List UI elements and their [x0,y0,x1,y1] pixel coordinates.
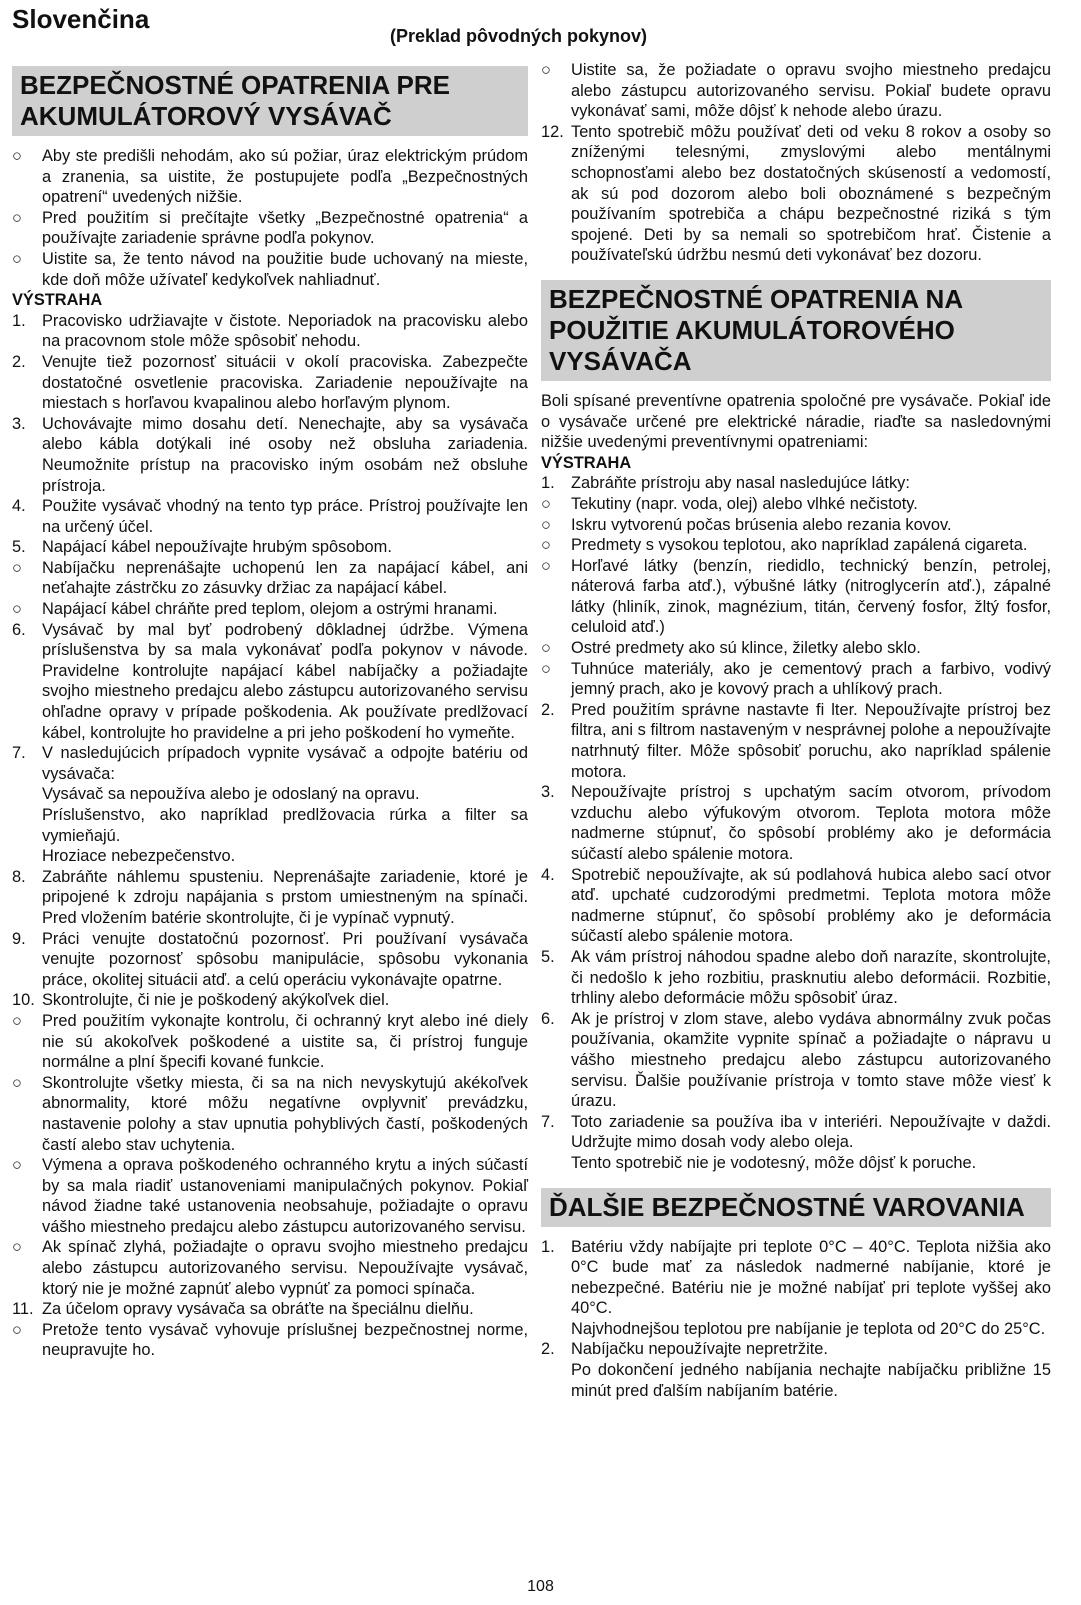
warning-list-2 [541,473,1051,1173]
bullet-icon: ○ [12,1156,22,1175]
list-item [12,846,528,867]
list-item-text: Po dokončení jedného nabíjania nechajte nabíjačku približne 15 minút pred ďalším nabíjaním batérie. [571,1361,1051,1400]
list-item-text: Horľavé látky (benzín, riedidlo, technický benzín, petrolej, náterová farba atď.), výbušné látky (nitroglycerín atď.), zápalné látky (hliník, zinok, magnézium, titán, červený fosfor, žltý fosfor, celuloid atď.) [571,556,1051,637]
list-item [541,122,1051,266]
list-item [541,1237,1051,1319]
list-item [12,929,528,991]
list-item [541,1153,1051,1174]
item-number: 1. [12,311,26,330]
list-item-text: Spotrebič nepoužívajte, ak sú podlahová hubica alebo sací otvor atď. upchaté cudzorodými predmetmi. Teplota motora môže nadmerne stúpnuť, čo spôsobí problémy ako je deformácia súčastí alebo spálenie motora. [571,865,1051,946]
section-heading-1: BEZPEČNOSTNÉ OPATRENIA PRE AKUMULÁTOROVÝ VYSÁVAČ [12,66,528,136]
bullet-icon: ○ [12,1320,22,1339]
list-item [12,1155,528,1237]
list-item-text: Ak spínač zlyhá, požiadajte o opravu svojho miestneho predajcu alebo zástupcu autorizovaného servisu. Nepoužívajte vysávač, ktorý nie je možné zapnúť alebo vypnúť za pomoci spínača. [42,1238,528,1298]
subtitle: (Preklad pôvodných pokynov) [390,26,648,46]
list-item-text: Pretože tento vysávač vyhovuje príslušnej bezpečnostnej norme, neupravujte ho. [42,1320,528,1360]
item-number: 6. [12,620,26,639]
warning-label-2: VÝSTRAHA [541,453,632,472]
list-item-text: Pracovisko udržiavajte v čistote. Neporiadok na pracovisku alebo na pracovnom stole môže spôsobiť nehodu. [42,311,528,351]
list-item [12,1073,528,1155]
list-item [541,60,1051,122]
list-item [12,311,528,352]
list-item [12,867,528,929]
list-item [12,537,528,558]
item-number: 2. [12,352,26,371]
continued-list [541,60,1051,266]
list-item-text: Napájací kábel nepoužívajte hrubým spôsobom. [42,538,392,557]
list-item-text: Hroziace nebezpečenstvo. [42,847,236,866]
bullet-icon: ○ [541,639,551,658]
list-item [12,743,528,784]
section-heading-3: ĎALŠIE BEZPEČNOSTNÉ VAROVANIA [541,1188,1051,1227]
list-item-text: Zabráňte náhlemu spusteniu. Neprenášajte zariadenie, ktoré je pripojené k zdroju napájania s prstom umiestneným na spínači. Pred vložením batérie skontrolujte, či je vypínač vypnutý. [42,867,528,927]
list-item [12,558,528,599]
list-item-text: Aby ste predišli nehodám, ako sú požiar, úraz elektrickým prúdom a zranenia, sa uistite, že postupujete podľa „Bezpečnostných opatrení“ uvedených nižšie. [42,147,528,207]
list-item [541,865,1051,947]
list-item-text: Ak je prístroj v zlom stave, alebo vydáva abnormálny zvuk počas používania, okamžite vypnite spínač a požiadajte o nápravu u vášho miestneho predajcu alebo zástupcu autorizovaného servisu. Ďalšie používanie prístroja v tomto stave môže viesť k úrazu. [571,1009,1051,1111]
list-item [541,1009,1051,1112]
item-number: 12. [541,122,564,141]
additional-warnings-list [541,1237,1051,1402]
bullet-icon: ○ [541,515,551,534]
list-item [541,535,1051,556]
list-item-text: Za účelom opravy vysávača sa obráťte na špeciálnu dielňu. [42,1300,474,1319]
item-number: 1. [541,1237,555,1256]
list-item-text: Skontrolujte všetky miesta, či sa na nich nevyskytujú akékoľvek abnormality, ktoré môžu negatívne ovplyvniť prevádzku, nastavenie polohy a stav upnutia pohyblivých častí, poškodených častí alebo stav uchytenia. [42,1073,528,1154]
list-item-text: Pred použitím správne nastavte fi lter. Nepoužívajte prístroj bez filtra, ani s filtrom nastaveným v nesprávnej polohe a nepoužívajte natrhnutý filter. Môže spôsobiť poruchu, ako napríklad spálenie motora. [571,700,1051,781]
warning-label: VÝSTRAHA [12,291,103,310]
list-item-text: V nasledujúcich prípadoch vypnite vysávač a odpojte batériu od vysávača: [42,744,528,783]
list-item [12,1237,528,1299]
item-number: 10. [12,991,35,1010]
list-item-text: Vysávač by mal byť podrobený dôkladnej údržbe. Výmena príslušenstva by sa mala vykonávať podľa pokynov v návode. Pravidelne kontrolujte napájací kábel nabíjačky a požiadajte svojho miestneho predajcu alebo zástupcu autorizovaného servisu ohľadne opravy v prípade poškodenia. Ak používate predlžovací kábel, kontrolujte ho pravidelne a pri jeho poškodení ho vymeňte. [42,620,528,742]
list-item [12,249,528,290]
item-number: 5. [541,947,555,966]
language-label: Slovenčina [12,4,150,34]
list-item [541,1339,1051,1360]
list-item [12,208,528,249]
list-item-text: Použite vysávač vhodný na tento typ práce. Prístroj používajte len na určený účel. [42,497,528,536]
list-item [12,805,528,846]
list-item-text: Pred použitím vykonajte kontrolu, či ochranný kryt alebo iné diely nie sú akokoľvek poškodené a uistite sa, či prístroj funguje normálne a plní špecifi kované funkcie. [42,1011,528,1072]
bullet-icon: ○ [541,659,551,678]
warning-list [12,311,528,1361]
list-item-text: Zabráňte prístroju aby nasal nasledujúce látky: [571,474,910,493]
intro-list [12,146,528,290]
section-heading-2: BEZPEČNOSTNÉ OPATRENIA NA POUŽITIE AKUMULÁTOROVÉHO VYSÁVAČA [541,280,1051,381]
item-number: 7. [12,744,26,763]
list-item [12,414,528,496]
list-item [541,1112,1051,1153]
list-item-text: Uchovávajte mimo dosahu detí. Nenechajte, aby sa vysávača alebo kábla dotýkali iné osoby než obsluha zariadenia. Neumožnite prístup na pracovisko iným osobám než obsluhe prístroja. [42,414,528,495]
list-item [541,700,1051,782]
bullet-icon: ○ [12,1073,22,1092]
item-number: 3. [541,783,555,802]
right-column [541,60,1051,1401]
bullet-icon: ○ [12,1238,22,1257]
list-item-text: Skontrolujte, či nie je poškodený akýkoľvek diel. [42,991,390,1010]
list-item-text: Toto zariadenie sa používa iba v interiéri. Nepoužívajte v daždi. Udržujte mimo dosah vody alebo oleja. [571,1112,1051,1152]
list-item-text: Práci venujte dostatočnú pozornosť. Pri používaní vysávača venujte pozornosť spôsobu manipulácie, spôsobu vykonania práce, okolitej situácii atď. a celú operáciu vykonávajte opatrne. [42,929,528,989]
list-item-text: Ak vám prístroj náhodou spadne alebo doň narazíte, skontrolujte, či nedošlo k jeho rozbitiu, prasknutiu alebo deformácii. Rozbitie, trhliny alebo deformácie môžu spôsobiť úraz. [571,947,1051,1008]
list-item [541,1360,1051,1401]
list-item-text: Tento spotrebič môžu používať deti od veku 8 rokov a osoby so zníženými telesnými, zmyslovými alebo mentálnymi schopnosťami alebo bez dostatočných skúseností a vedomostí, ak sú pod dozorom alebo boli oboznámené s bezpečným používaním spotrebiča a chápu bezpečnostné riziká s tým spojené. Deti by sa nemali so spotrebičom hrať. Čistenie a používateľskú údržbu nesmú deti vykonávať bez dozoru. [571,122,1051,265]
list-item-text: Tekutiny (napr. voda, olej) alebo vlhké nečistoty. [571,494,918,513]
item-number: 11. [12,1300,34,1319]
bullet-icon: ○ [12,600,22,619]
list-item-text: Venujte tiež pozornosť situácii v okolí pracoviska. Zabezpečte dostatočné osvetlenie pracoviska. Zariadenie nepoužívajte na miestach s horľavou kvapalinou alebo horľavým plynom. [42,352,528,413]
page-number: 108 [527,1578,554,1595]
list-item [12,620,528,744]
left-column [12,60,528,1361]
list-item [12,1011,528,1073]
bullet-icon: ○ [541,61,551,79]
bullet-icon: ○ [12,558,22,577]
list-item-text: Uistite sa, že tento návod na použitie bude uchovaný na mieste, kde doň môže užívateľ kedykoľvek nahliadnuť. [42,249,528,289]
item-number: 4. [541,865,555,884]
list-item [541,947,1051,1009]
list-item [12,990,528,1011]
item-number: 8. [12,867,26,886]
list-item [12,784,528,805]
item-number: 3. [12,414,26,433]
bullet-icon: ○ [12,147,22,165]
list-item-text: Výmena a oprava poškodeného ochranného krytu a iných súčastí by sa mala riadiť ustanoveniami manipulačných pokynov. Pokiaľ návod žiadne také ustanovenia neobsahuje, požiadajte o opravu vášho miestneho predajcu alebo zástupcu autorizovaného servisu. [42,1156,528,1236]
bullet-icon: ○ [12,1011,22,1030]
list-item [12,496,528,537]
bullet-icon: ○ [12,249,22,268]
list-item [541,638,1051,659]
list-item [541,556,1051,638]
bullet-icon: ○ [541,494,551,513]
list-item [12,352,528,414]
bullet-icon: ○ [541,556,551,575]
list-item [541,659,1051,700]
list-item-text: Nabíjačku nepoužívajte nepretržite. [571,1340,828,1359]
list-item-text: Najvhodnejšou teplotou pre nabíjanie je teplota od 20°C do 25°C. [571,1319,1046,1338]
section-intro: Boli spísané preventívne opatrenia spoločné pre vysávače. Pokiaľ ide o vysávače určené pre elektrické náradie, riaďte sa nasledovnými nižšie uvedenými preventívnymi opatreniami: [541,391,1051,452]
list-item-text: Batériu vždy nabíjajte pri teplote 0°C – 40°C. Teplota nižšia ako 0°C bude mať za následok nadmerné nabíjanie, ktoré je nebezpečné. Batériu nie je možné nabíjať pri teplote vyššej ako 40°C. [571,1237,1051,1318]
item-number: 1. [541,474,555,493]
item-number: 4. [12,497,26,516]
list-item [12,1299,528,1320]
list-item [541,782,1051,864]
list-item [12,599,528,620]
list-item-text: Ostré predmety ako sú klince, žiletky alebo sklo. [571,639,921,658]
list-item-text: Nabíjačku neprenášajte uchopenú len za napájací kábel, ani neťahajte zástrčku zo zásuvky držiac za napájací kábel. [42,558,528,598]
list-item-text: Príslušenstvo, ako napríklad predlžovacia rúrka a filter sa vymieňajú. [42,806,528,845]
list-item [541,1319,1051,1340]
item-number: 2. [541,700,555,719]
list-item [541,473,1051,494]
list-item [541,494,1051,515]
list-item-text: Tento spotrebič nie je vodotesný, môže dôjsť k poruche. [571,1153,977,1172]
item-number: 9. [12,929,26,948]
list-item-text: Iskru vytvorenú počas brúsenia alebo rezania kovov. [571,515,952,534]
item-number: 6. [541,1009,555,1028]
bullet-icon: ○ [12,208,22,227]
list-item [12,146,528,208]
list-item-text: Tuhnúce materiály, ako je cementový prach a farbivo, vodivý jemný prach, ako je kovový prach a uhlíkový prach. [571,659,1051,699]
list-item-text: Vysávač sa nepoužíva alebo je odoslaný na opravu. [42,785,420,804]
list-item [541,515,1051,536]
list-item [12,1320,528,1361]
item-number: 7. [541,1112,555,1131]
bullet-icon: ○ [541,536,551,555]
item-number: 2. [541,1340,555,1359]
list-item-text: Predmety s vysokou teplotou, ako napríklad zapálená cigareta. [571,536,1028,555]
list-item-text: Pred použitím si prečítajte všetky „Bezpečnostné opatrenia“ a používajte zariadenie správne podľa pokynov. [42,208,528,248]
item-number: 5. [12,538,26,557]
list-item-text: Napájací kábel chráňte pred teplom, olejom a ostrými hranami. [42,600,498,619]
list-item-text: Nepoužívajte prístroj s upchatým sacím otvorom, prívodom vzduchu alebo výfukovým otvorom. Teplota motora môže nadmerne stúpnuť, čo spôsobí problémy ako je deformácia súčastí alebo spálenie motora. [571,783,1051,863]
list-item-text: Uistite sa, že požiadate o opravu svojho miestneho predajcu alebo zástupcu autorizovaného servisu. Pokiaľ budete opravu vykonávať sami, môže dôjsť k nehode alebo úrazu. [571,61,1051,121]
